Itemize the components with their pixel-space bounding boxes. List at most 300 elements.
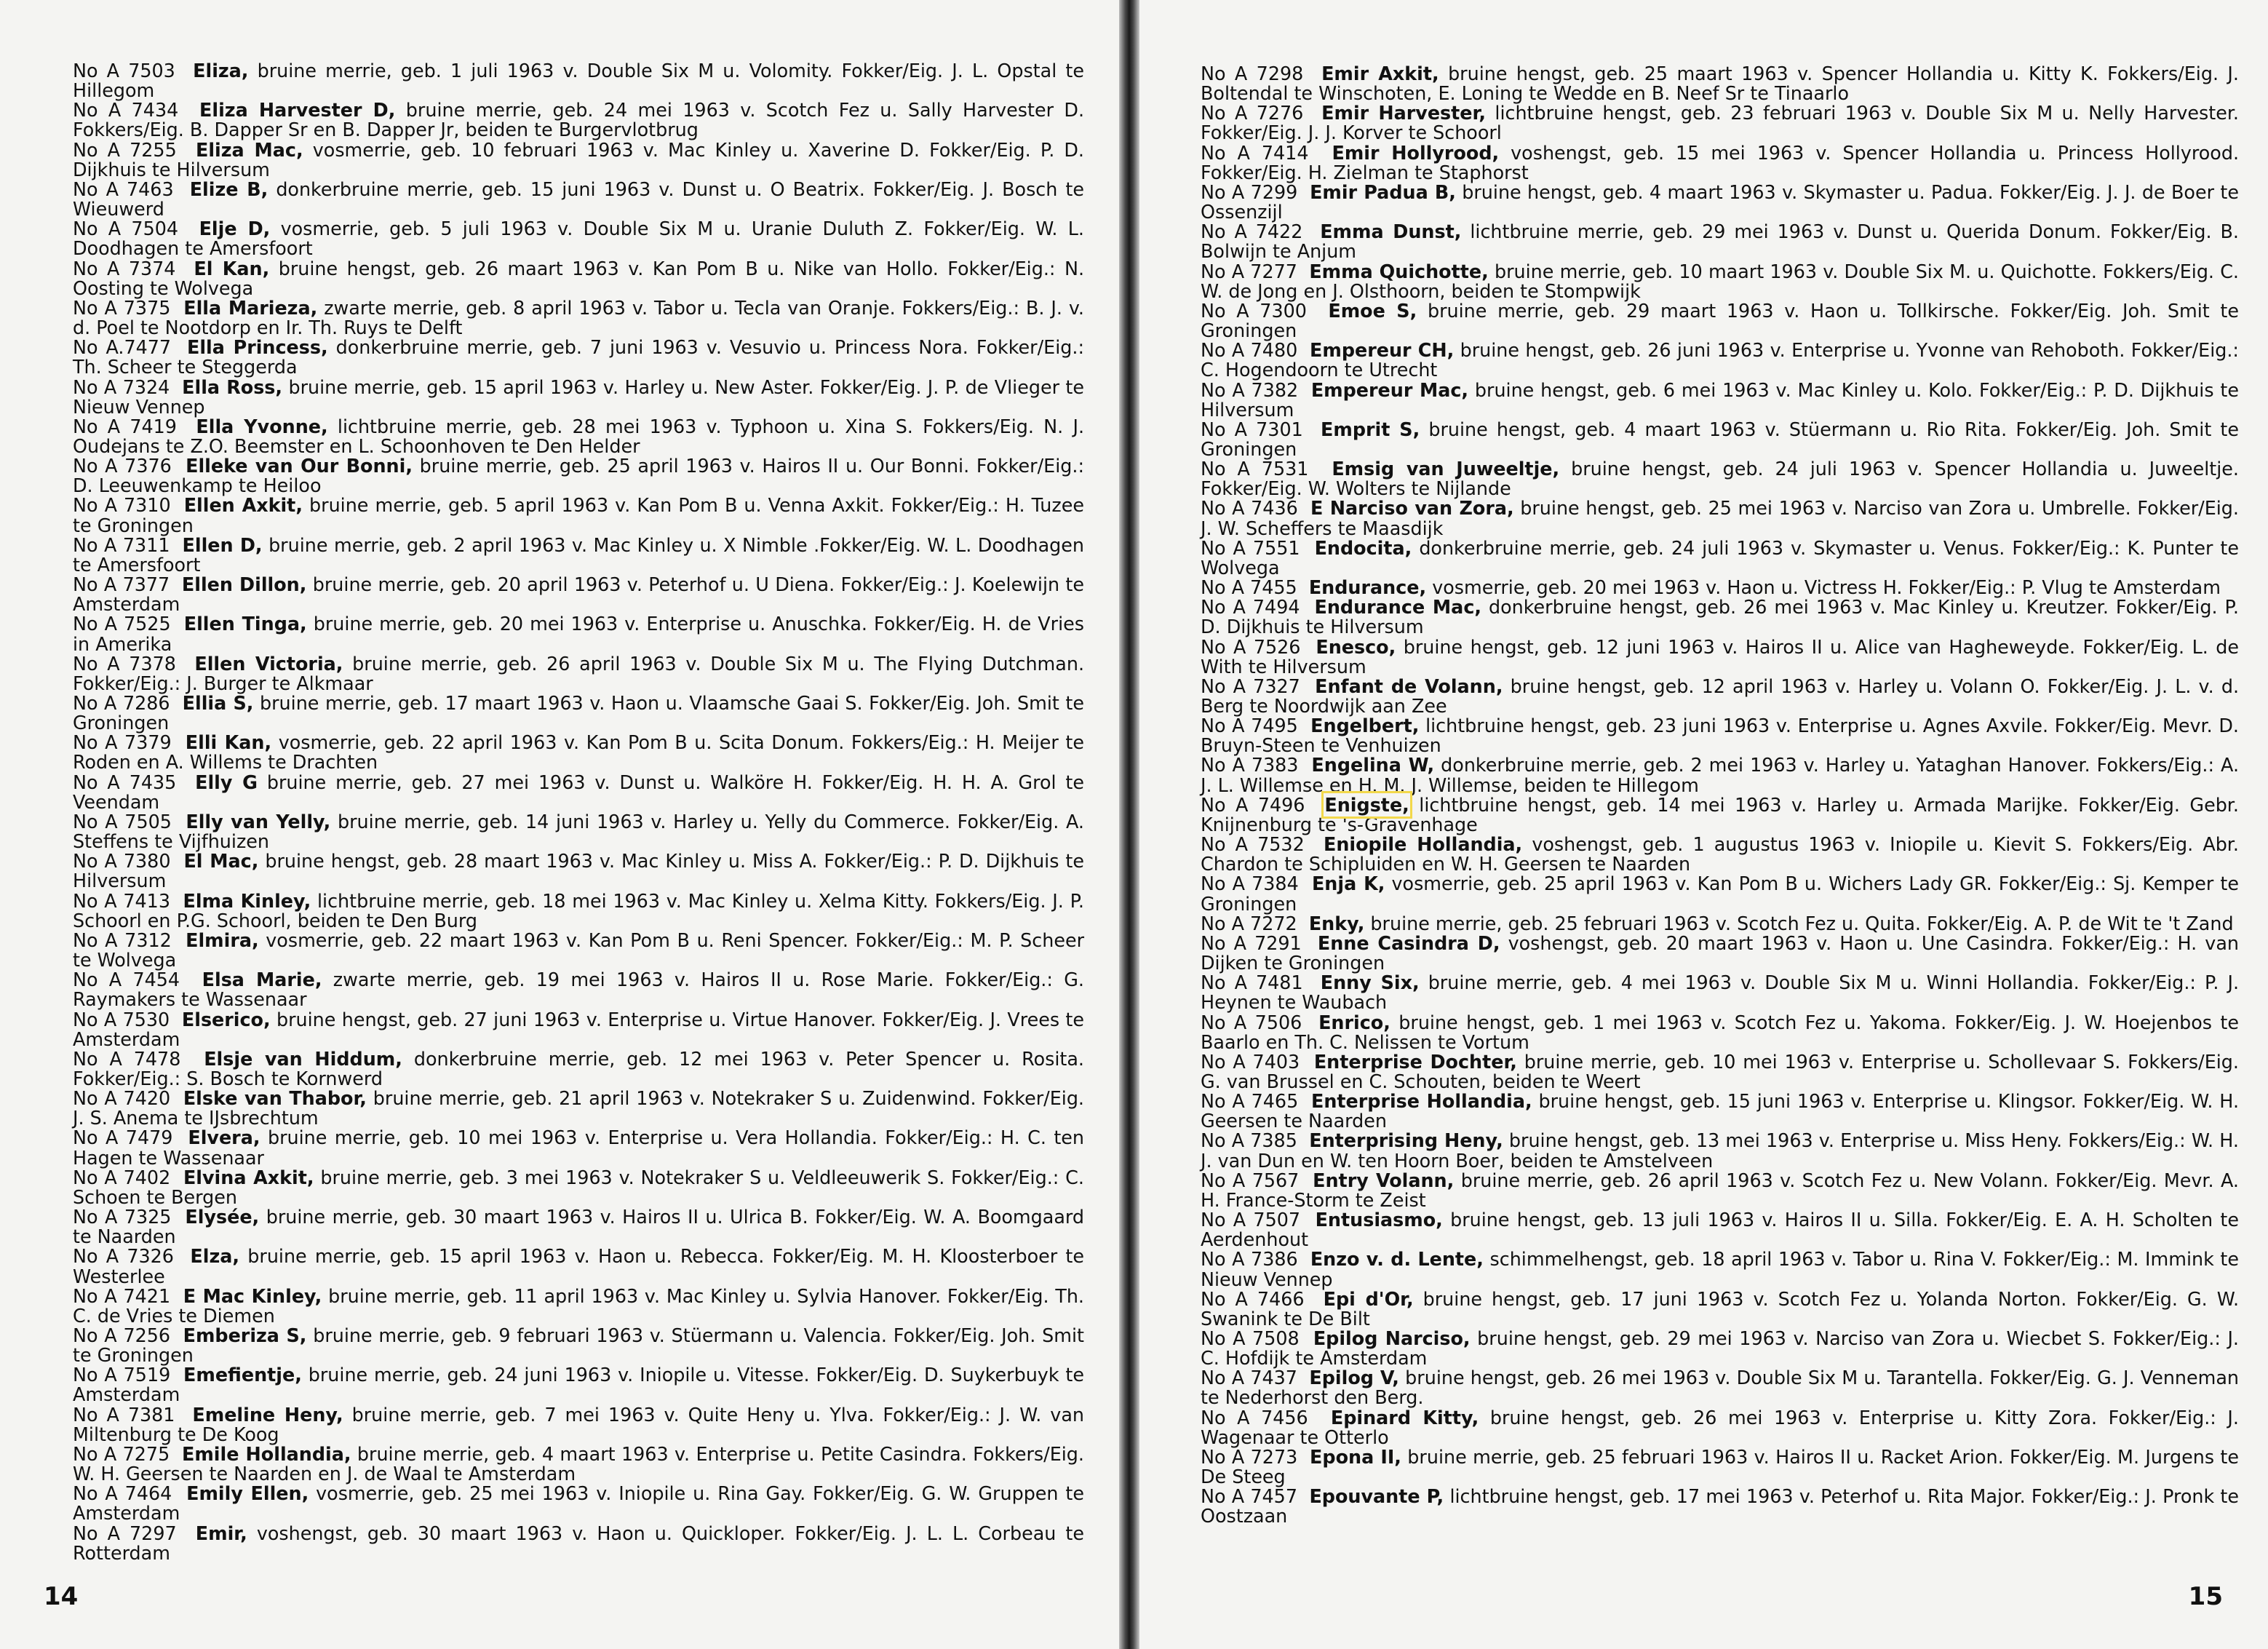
entry-number: No A 7525: [73, 613, 171, 635]
horse-name: Emir Harvester,: [1321, 102, 1486, 124]
horse-name: Enesco,: [1316, 635, 1396, 658]
entry-number: No A 7494: [1201, 596, 1300, 619]
entry-number: No A 7384: [1201, 873, 1299, 895]
horse-name: Epouvante P,: [1309, 1485, 1444, 1508]
entry-number: No A 7481: [1201, 971, 1303, 994]
registry-entry: [1201, 341, 2239, 380]
entry-details: bruine merrie, geb. 7 mei 1963 v. Quite Heny u. Ylva. Fokker/Eig.: J. W. van Miltenburg te De Koog: [73, 1403, 1084, 1445]
entry-number: No A 7504: [73, 218, 179, 240]
entry-details: bruine hengst, geb. 6 mei 1963 v. Mac Kinley u. Kolo. Fokker/Eig.: P. D. Dijkhuis te Hilversum: [1201, 378, 2239, 421]
entry-number: No A 7465: [1201, 1090, 1299, 1113]
entry-number: No A 7454: [73, 969, 180, 991]
entry-number: No A 7375: [73, 296, 171, 319]
entry-details: vosmerrie, geb. 25 mei 1963 v. Iniopile u. Rina Gay. Fokker/Eig. G. W. Gruppen te Amsterdam: [73, 1482, 1084, 1525]
horse-name: Endocita,: [1314, 536, 1412, 559]
registry-entry: [73, 61, 1084, 100]
registry-entry: [73, 575, 1084, 614]
registry-entry: [1201, 973, 2239, 1012]
horse-name: Ellen Dillon,: [181, 573, 307, 596]
horse-name: Elserico,: [181, 1008, 271, 1030]
horse-name: Epinard Kitty,: [1330, 1406, 1479, 1429]
entry-number: No A 7456: [1201, 1406, 1308, 1429]
registry-entry: [1201, 1408, 2239, 1447]
entry-number: No A 7327: [1201, 675, 1300, 697]
horse-name: Enrico,: [1318, 1011, 1390, 1033]
entry-details: bruine hengst, geb. 12 juni 1963 v. Hairos II u. Alice van Hagheweyde. Fokker/Eig. L. de With te Hilversum: [1201, 635, 2239, 678]
horse-name: Emsig van Juweeltje,: [1332, 458, 1560, 480]
registry-entry: [73, 1524, 1084, 1563]
registry-entry: [73, 1326, 1084, 1365]
horse-name: Enky,: [1308, 912, 1365, 934]
entry-details: vosmerrie, geb. 25 april 1963 v. Kan Pom B u. Wichers Lady GR. Fokker/Eig.: Sj. Kemper te Groningen: [1201, 873, 2240, 915]
entry-number: No A 7567: [1201, 1169, 1300, 1191]
registry-entry: [1201, 536, 2239, 579]
horse-name: Elli Kan,: [185, 731, 272, 754]
entry-details: bruine hengst, geb. 13 mei 1963 v. Enterprise u. Miss Heny. Fokkers/Eig.: W. H. J. van Dun en W. ten Hoorn Boer, beiden te Amstelveen: [1201, 1129, 2240, 1172]
horse-name: Elsje van Hiddum,: [204, 1047, 402, 1070]
entry-number: No A 7273: [1201, 1445, 1298, 1468]
entry-number: No A 7311: [73, 533, 170, 556]
entry-number: No A 7298: [1201, 63, 1304, 84]
horse-name: Entusiasmo,: [1315, 1209, 1443, 1231]
entry-number: No A 7272: [1201, 912, 1297, 934]
registry-entry: [1201, 64, 2239, 103]
entry-number: No A 7437: [1201, 1367, 1297, 1389]
horse-name: Epilog V,: [1309, 1367, 1399, 1389]
registry-entry: [1201, 1210, 2239, 1249]
entry-number: No A 7379: [73, 731, 172, 754]
entry-details: vosmerrie, geb. 5 juli 1963 v. Double Six M u. Uranie Duluth Z. Fokker/Eig. W. L. Doodhagen te Amersfoort: [73, 218, 1084, 260]
entry-number: No A 7277: [1201, 260, 1297, 282]
horse-name: Enterprise Hollandia,: [1310, 1090, 1532, 1113]
horse-name: Enigste,: [1324, 793, 1409, 816]
entry-details: bruine merrie, geb. 9 februari 1963 v. Stüermann u. Valencia. Fokker/Eig. Joh. Smit te Groningen: [73, 1324, 1084, 1367]
entry-number: No A 7377: [73, 573, 170, 596]
horse-name: Emile Hollandia,: [181, 1442, 351, 1465]
entry-number: No A 7495: [1201, 715, 1298, 737]
horse-name: Emir Axkit,: [1321, 63, 1439, 84]
entry-number: No A 7519: [73, 1364, 171, 1386]
entry-number: No A 7421: [73, 1284, 171, 1307]
entry-details: bruine merrie, geb. 25 april 1963 v. Hairos II u. Our Bonni. Fokker/Eig.: D. Leeuwenkamp te Heiloo: [73, 455, 1085, 497]
entry-details: bruine merrie, geb. 29 maart 1963 v. Haon u. Tollkirsche. Fokker/Eig. Joh. Smit te Groningen: [1201, 299, 2239, 342]
horse-name: Emir Padua B,: [1310, 180, 1456, 203]
entry-number: No A 7508: [1201, 1327, 1300, 1349]
entry-number: No A 7414: [1201, 141, 1309, 164]
entry-number: No A 7385: [1201, 1129, 1297, 1152]
registry-entry: [1201, 1329, 2239, 1368]
book-gutter: [1119, 0, 1139, 1649]
registry-entry: [1201, 874, 2239, 913]
entry-number: No A 7434: [73, 99, 179, 122]
entry-number: No A.7477: [73, 336, 172, 359]
entry-details: bruine hengst, geb. 26 maart 1963 v. Kan Pom B u. Nike van Hollo. Fokker/Eig.: N. Oosting te Wolvega: [73, 257, 1085, 299]
entry-details: bruine merrie, geb. 3 mei 1963 v. Notekraker S u. Veldleeuwerik S. Fokker/Eig.: C. Schoen te Bergen: [73, 1166, 1084, 1208]
horse-name: Ella Marieza,: [183, 296, 318, 319]
entry-details: bruine merrie, geb. 17 maart 1963 v. Haon u. Vlaamsche Gaai S. Fokker/Eig. Joh. Smit te Groningen: [73, 692, 1084, 734]
entry-number: No A 7506: [1201, 1011, 1302, 1033]
registry-entry: [73, 773, 1084, 812]
horse-name: Ellia S,: [182, 692, 254, 714]
entry-details: bruine hengst, geb. 17 juni 1963 v. Scotch Fez u. Yolanda Norton. Fokker/Eig. G. W. Swanink te De Bilt: [1201, 1287, 2240, 1330]
entry-number: No A 7291: [1201, 931, 1302, 954]
entry-number: No A 7466: [1201, 1287, 1305, 1310]
entry-details: bruine merrie, geb. 10 maart 1963 v. Double Six M. u. Quichotte. Fokkers/Eig. C. W. de Jong en J. Olsthoorn, beiden te Stompwijk: [1201, 260, 2240, 302]
horse-name: Ella Ross,: [182, 376, 283, 398]
entry-details: bruine merrie, geb. 14 juni 1963 v. Harley u. Yelly du Commerce. Fokker/Eig. A. Steffens te Vijfhuizen: [73, 810, 1084, 853]
registry-entry: [1201, 755, 2239, 795]
entry-details: bruine merrie, geb. 10 mei 1963 v. Enterprise u. Schollevaar S. Fokkers/Eig. G. van Brussel en C. Schouten, beiden te Weert: [1201, 1050, 2239, 1092]
entry-number: No A 7505: [73, 810, 172, 833]
registry-entry: [1201, 103, 2239, 143]
horse-name: Empereur Mac,: [1310, 378, 1469, 401]
registry-entry: [1201, 1013, 2239, 1052]
entry-details: bruine hengst, geb. 15 juni 1963 v. Enterprise u. Klingsor. Fokker/Eig. W. H. Geersen te Naarden: [1201, 1090, 2240, 1132]
horse-name: Elysée,: [185, 1206, 260, 1228]
entry-details: bruine merrie, geb. 20 april 1963 v. Peterhof u. U Diena. Fokker/Eig.: J. Koelewijn te Amsterdam: [73, 573, 1085, 616]
horse-name: Engelbert,: [1310, 715, 1420, 737]
registry-entry: [1201, 835, 2239, 874]
registry-entry: [73, 338, 1084, 377]
horse-name: Emma Dunst,: [1320, 220, 1462, 243]
entry-details: voshengst, geb. 15 mei 1963 v. Spencer Hollandia u. Princess Hollyrood. Fokker/Eig. H. Zielman te Staphorst: [1201, 141, 2240, 183]
entry-number: No A 7310: [73, 494, 171, 517]
entry-number: No A 7413: [73, 889, 170, 912]
entry-details: donkerbruine merrie, geb. 7 juni 1963 v. Vesuvio u. Princess Nora. Fokker/Eig.: Th. Scheer te Steggerda: [73, 336, 1085, 378]
horse-name: Elly van Yelly,: [186, 810, 331, 833]
entry-number: No A 7326: [73, 1245, 174, 1268]
entry-details: bruine merrie, geb. 21 april 1963 v. Notekraker S u. Zuidenwind. Fokker/Eig. J. S. Anema te IJsbrechtum: [73, 1087, 1085, 1129]
entry-details: lichtbruine hengst, geb. 23 februari 1963 v. Double Six M u. Nelly Harvester. Fokker/Eig. J. J. Korver te Schoorl: [1201, 102, 2239, 144]
entry-details: bruine hengst, geb. 26 mei 1963 v. Double Six M u. Tarantella. Fokker/Eig. G. J. Venneman te Nederhorst den Berg.: [1201, 1367, 2240, 1409]
registry-entry: [73, 1128, 1084, 1167]
left-page: [0, 0, 1121, 1649]
horse-name: El Kan,: [194, 257, 270, 279]
entry-list: [73, 61, 1084, 1563]
horse-name: Emir Hollyrood,: [1332, 141, 1500, 164]
entry-number: No A 7255: [73, 138, 177, 161]
entry-details: bruine merrie, geb. 15 april 1963 v. Harley u. New Aster. Fokker/Eig. J. P. de Vlieger te Nieuw Vennep: [73, 376, 1084, 418]
entry-details: vosmerrie, geb. 22 maart 1963 v. Kan Pom B u. Reni Spencer. Fokker/Eig.: M. P. Scheer te Wolvega: [73, 929, 1085, 971]
entry-number: No A 7551: [1201, 536, 1300, 559]
registry-entry: [73, 654, 1084, 694]
entry-number: No A 7402: [73, 1166, 171, 1188]
entry-details: lichtbruine merrie, geb. 29 mei 1963 v. Dunst u. Querida Donum. Fokker/Eig. B. Bolwijn te Anjum: [1201, 220, 2239, 263]
entry-details: bruine merrie, geb. 2 april 1963 v. Mac Kinley u. X Nimble .Fokker/Eig. W. L. Doodhagen te Amersfoort: [73, 533, 1084, 576]
entry-details: schimmelhengst, geb. 18 april 1963 v. Tabor u. Rina V. Fokker/Eig.: M. Immink te Nieuw Vennep: [1201, 1248, 2239, 1290]
entry-details: bruine hengst, geb. 27 juni 1963 v. Enterprise u. Virtue Hanover. Fokker/Eig. J. Vrees te Amsterdam: [73, 1008, 1084, 1050]
registry-entry: [73, 219, 1084, 258]
registry-entry: [1201, 301, 2239, 341]
registry-entry: [1201, 597, 2239, 637]
entry-details: bruine merrie, geb. 10 mei 1963 v. Enterprise u. Vera Hollandia. Fokker/Eig.: H. C. ten Hagen te Wassenaar: [73, 1127, 1085, 1169]
horse-name: Elske van Thabor,: [183, 1087, 367, 1110]
entry-details: bruine merrie, geb. 25 februari 1963 v. Hairos II u. Racket Arion. Fokker/Eig. M. Jurgens te De Steeg: [1201, 1445, 2239, 1488]
registry-entry: [73, 1168, 1084, 1207]
entry-number: No A 7419: [73, 415, 177, 437]
entry-number: No A 7479: [73, 1127, 173, 1149]
entry-details: bruine hengst, geb. 24 juli 1963 v. Spencer Hollandia u. Juweeltje. Fokker/Eig. W. Wolters te Nijlande: [1201, 458, 2239, 500]
registry-entry: [73, 733, 1084, 772]
horse-name: Emma Quichotte,: [1309, 260, 1489, 282]
entry-number: No A 7380: [73, 850, 171, 873]
entry-details: bruine merrie, geb. 24 mei 1963 v. Scotch Fez u. Sally Harvester D. Fokkers/Eig. B. Dapper Sr en B. Dapper Jr, beiden te Burgervlotbrug: [73, 99, 1085, 141]
entry-list: [1201, 64, 2239, 1527]
registry-entry: [1201, 1092, 2239, 1131]
entry-number: No A 7457: [1201, 1485, 1297, 1508]
entry-number: No A 7422: [1201, 220, 1303, 243]
entry-details: bruine hengst, geb. 25 mei 1963 v. Narciso van Zora u. Umbrelle. Fokker/Eig. J. W. Scheffers te Maasdijk: [1201, 497, 2239, 539]
entry-details: bruine merrie, geb. 27 mei 1963 v. Dunst u. Walköre H. Fokker/Eig. H. H. A. Grol te Veendam: [73, 771, 1085, 813]
entry-details: bruine merrie, geb. 11 april 1963 v. Mac Kinley u. Sylvia Hanover. Fokker/Eig. Th. C. de Vries te Diemen: [73, 1284, 1084, 1327]
entry-details: bruine merrie, geb. 1 juli 1963 v. Double Six M u. Volomity. Fokker/Eig. J. L. Opstal te Hillegom: [73, 60, 1084, 102]
registry-entry: [1201, 716, 2239, 755]
registry-entry: [73, 298, 1084, 338]
registry-entry: [1201, 262, 2239, 301]
entry-number: No A 7420: [73, 1087, 171, 1110]
entry-details: bruine merrie, geb. 26 april 1963 v. Scotch Fez u. New Volann. Fokker/Eig. Mevr. A. H. France-Storm te Zeist: [1201, 1169, 2239, 1211]
registry-entry: [73, 496, 1084, 535]
entry-number: No A 7530: [73, 1008, 170, 1030]
registry-entry: [73, 694, 1084, 733]
entry-number: No A 7312: [73, 929, 172, 951]
registry-entry: [1201, 1131, 2239, 1170]
entry-details: bruine hengst, geb. 4 maart 1963 v. Stüermann u. Rio Rita. Fokker/Eig. Joh. Smit te Groningen: [1201, 418, 2239, 460]
entry-details: zwarte merrie, geb. 8 april 1963 v. Tabor u. Tecla van Oranje. Fokkers/Eig.: B. J. v. d. Poel te Nootdorp en Ir. Th. Ruys te Delft: [73, 296, 1084, 339]
horse-name: Enzo v. d. Lente,: [1310, 1248, 1484, 1271]
entry-number: No A 7496: [1201, 793, 1305, 816]
entry-details: bruine hengst, geb. 29 mei 1963 v. Narciso van Zora u. Wiecbet S. Fokker/Eig.: J. C. Hofdijk te Amsterdam: [1201, 1327, 2240, 1370]
horse-name: Entry Volann,: [1313, 1169, 1455, 1191]
entry-details: bruine merrie, geb. 25 februari 1963 v. Scotch Fez u. Quita. Fokker/Eig. A. P. de Wit te 't Zand: [1370, 912, 2234, 934]
horse-name: Ella Princess,: [186, 336, 328, 359]
registry-entry: [73, 1049, 1084, 1089]
horse-name: Elje D,: [199, 218, 271, 240]
horse-name: Elize B,: [189, 178, 268, 200]
horse-name: Elvina Axkit,: [183, 1166, 314, 1188]
entry-details: bruine merrie, geb. 5 april 1963 v. Kan Pom B u. Venna Axkit. Fokker/Eig.: H. Tuzee te Groningen: [73, 494, 1084, 536]
registry-entry: [1201, 1368, 2239, 1407]
horse-name: Elleke van Our Bonni,: [186, 455, 413, 477]
horse-name: Elmira,: [186, 929, 259, 951]
registry-entry: [1201, 914, 2239, 934]
entry-details: bruine hengst, geb. 28 maart 1963 v. Mac Kinley u. Miss A. Fokker/Eig.: P. D. Dijkhuis te Hilversum: [73, 850, 1084, 892]
entry-number: No A 7455: [1201, 576, 1297, 599]
registry-entry: [73, 180, 1084, 219]
entry-number: No A 7507: [1201, 1209, 1301, 1231]
registry-entry: [73, 1442, 1084, 1485]
horse-name: Epilog Narciso,: [1313, 1327, 1471, 1349]
horse-name: Elza,: [190, 1245, 240, 1268]
entry-number: No A 7383: [1201, 754, 1299, 776]
horse-name: Emoe S,: [1328, 299, 1417, 322]
horse-name: Elma Kinley,: [183, 889, 311, 912]
horse-name: Emily Ellen,: [186, 1482, 309, 1505]
registry-entry: [73, 1284, 1084, 1327]
horse-name: Epona II,: [1310, 1445, 1401, 1468]
page-number: 15: [2188, 1582, 2223, 1611]
entry-details: lichtbruine hengst, geb. 23 juni 1963 v. Enterprise u. Agnes Axvile. Fokker/Eig. Mevr. D. Bruyn-Steen te Venhuizen: [1201, 715, 2239, 757]
entry-number: No A 7435: [73, 771, 177, 793]
entry-number: No A 7386: [1201, 1248, 1298, 1271]
registry-entry: [73, 891, 1084, 931]
entry-details: lichtbruine hengst, geb. 14 mei 1963 v. Harley u. Armada Marijke. Fokker/Eig. Gebr. Knijnenburg te 's-Gravenhage: [1201, 793, 2239, 835]
registry-entry: [73, 456, 1084, 496]
entry-number: No A 7532: [1201, 833, 1305, 856]
entry-number: No A 7325: [73, 1206, 172, 1228]
horse-name: Emefientje,: [183, 1364, 302, 1386]
entry-details: voshengst, geb. 20 maart 1963 v. Haon u. Une Casindra. Fokker/Eig.: H. van Dijken te Groningen: [1201, 931, 2239, 974]
entry-number: No A 7526: [1201, 635, 1301, 658]
horse-name: Emir,: [195, 1522, 247, 1544]
entry-number: No A 7436: [1201, 497, 1298, 520]
entry-details: lichtbruine merrie, geb. 18 mei 1963 v. Mac Kinley u. Xelma Kitty. Fokkers/Eig. J. P. Schoorl en P.G. Schoorl, beiden te Den Burg: [73, 889, 1084, 931]
horse-name: Ellen Axkit,: [183, 494, 303, 517]
entry-details: donkerbruine merrie, geb. 2 mei 1963 v. Harley u. Yataghan Hanover. Fokkers/Eig.: A. J. L. Willemse en H. M. J. Willemse, beiden te Hillegom: [1201, 754, 2240, 796]
entry-details: donkerbruine merrie, geb. 15 juni 1963 v. Dunst u. O Beatrix. Fokker/Eig. J. Bosch te Wieuwerd: [73, 178, 1084, 220]
horse-name: Enterprise Dochter,: [1313, 1050, 1517, 1073]
registry-entry: [1201, 143, 2239, 183]
entry-number: No A 7297: [73, 1522, 177, 1544]
entry-number: No A 7378: [73, 652, 176, 675]
horse-name: Enterprising Heny,: [1309, 1129, 1503, 1152]
horse-name: Emprit S,: [1321, 418, 1420, 440]
entry-details: bruine hengst, geb. 25 maart 1963 v. Spencer Hollandia u. Kitty K. Fokkers/Eig. J. Boltendal te Winschoten, E. Loning te Wedde en B. Neef Sr te Tinaarlo: [1201, 63, 2239, 105]
horse-name: Eniopile Hollandia,: [1323, 833, 1523, 856]
registry-entry: [73, 1247, 1084, 1286]
registry-entry: [73, 533, 1084, 576]
horse-name: Enny Six,: [1320, 971, 1420, 994]
horse-name: Enja K,: [1311, 873, 1385, 895]
entry-number: No A 7324: [73, 376, 170, 398]
horse-name: Ellen D,: [182, 533, 263, 556]
page-number: 14: [44, 1582, 79, 1611]
horse-name: Ellen Victoria,: [194, 652, 343, 675]
registry-entry: [1201, 498, 2239, 538]
entry-details: bruine hengst, geb. 12 april 1963 v. Harley u. Volann O. Fokker/Eig. J. L. v. d. Berg te Noordwijk aan Zee: [1201, 675, 2240, 717]
right-page: [1121, 0, 2268, 1649]
entry-number: No A 7275: [73, 1442, 170, 1465]
entry-number: No A 7276: [1201, 102, 1304, 124]
entry-number: No A 7376: [73, 455, 172, 477]
registry-entry: [73, 1484, 1084, 1523]
registry-entry: [73, 1365, 1084, 1404]
horse-name: Engelina W,: [1311, 754, 1435, 776]
registry-entry: [1201, 459, 2239, 498]
registry-entry: [73, 1010, 1084, 1049]
entry-number: No A 7286: [73, 692, 170, 714]
registry-entry: [1201, 931, 2239, 974]
entry-number: No A 7531: [1201, 458, 1309, 480]
entry-details: donkerbruine hengst, geb. 26 mei 1963 v. Mac Kinley u. Kreutzer. Fokker/Eig. P. D. Dijkhuis te Hilversum: [1201, 596, 2239, 638]
horse-name: Enne Casindra D,: [1317, 931, 1500, 954]
registry-entry: [73, 614, 1084, 653]
registry-entry: [73, 1089, 1084, 1128]
horse-name: Emberiza S,: [183, 1324, 307, 1346]
horse-name: Eliza Mac,: [195, 138, 303, 161]
horse-name: Elvera,: [188, 1127, 260, 1149]
registry-entry: [73, 1405, 1084, 1445]
registry-entry: [1201, 1447, 2239, 1487]
entry-details: lichtbruine merrie, geb. 28 mei 1963 v. Typhoon u. Xina S. Fokkers/Eig. N. J. Oudejans te Z.O. Beemster en L. Schoonhoven te Den Helder: [73, 415, 1085, 457]
registry-entry: [1201, 180, 2239, 223]
horse-name: Enfant de Volann,: [1315, 675, 1503, 697]
registry-entry: [73, 851, 1084, 891]
registry-entry: [73, 378, 1084, 417]
entry-details: voshengst, geb. 30 maart 1963 v. Haon u. Quickloper. Fokker/Eig. J. L. L. Corbeau te Rotterdam: [73, 1522, 1084, 1564]
registry-entry: [1201, 677, 2239, 716]
entry-details: bruine hengst, geb. 26 juni 1963 v. Enterprise u. Yvonne van Rehoboth. Fokker/Eig.: C. Hogendoorn te Utrecht: [1201, 339, 2239, 381]
entry-details: bruine merrie, geb. 20 mei 1963 v. Enterprise u. Anuschka. Fokker/Eig. H. de Vries in Amerika: [73, 613, 1084, 655]
registry-entry: [1201, 378, 2239, 421]
registry-entry: [1201, 1052, 2239, 1092]
registry-entry: [73, 1207, 1084, 1247]
entry-details: bruine merrie, geb. 30 maart 1963 v. Hairos II u. Ulrica B. Fokker/Eig. W. A. Boomgaard te Naarden: [73, 1206, 1085, 1248]
entry-number: No A 7381: [73, 1403, 175, 1426]
entry-details: bruine merrie, geb. 15 april 1963 v. Haon u. Rebecca. Fokker/Eig. M. H. Kloosterboer te Westerlee: [73, 1245, 1085, 1287]
entry-number: No A 7480: [1201, 339, 1298, 362]
entry-number: No A 7374: [73, 257, 176, 279]
entry-number: No A 7463: [73, 178, 174, 200]
entry-details: bruine hengst, geb. 26 mei 1963 v. Enterprise u. Kitty Zora. Fokker/Eig.: J. Wagenaar te Otterlo: [1201, 1406, 2239, 1448]
entry-details: vosmerrie, geb. 22 april 1963 v. Kan Pom B u. Scita Donum. Fokkers/Eig.: H. Meijer te Roden en A. Willems te Drachten: [73, 731, 1084, 774]
registry-entry: [73, 100, 1084, 140]
registry-entry: [1201, 222, 2239, 261]
entry-number: No A 7478: [73, 1047, 181, 1070]
horse-name: Endurance Mac,: [1314, 596, 1482, 619]
registry-entry: [1201, 1249, 2239, 1289]
entry-details: vosmerrie, geb. 20 mei 1963 v. Haon u. Victress H. Fokker/Eig.: P. Vlug te Amsterdam: [1432, 576, 2221, 599]
horse-name: Eliza Harvester D,: [199, 99, 396, 122]
horse-name: Ella Yvonne,: [196, 415, 328, 437]
horse-name: Eliza,: [193, 60, 249, 82]
registry-entry: [1201, 1487, 2239, 1526]
registry-entry: [1201, 1287, 2240, 1330]
entry-details: bruine merrie, geb. 4 maart 1963 v. Enterprise u. Petite Casindra. Fokkers/Eig. W. H. Geersen te Naarden en J. de Waal te Amsterdam: [73, 1442, 1084, 1485]
entry-number: No A 7299: [1201, 180, 1298, 203]
horse-name: Empereur CH,: [1310, 339, 1455, 362]
horse-name: El Mac,: [183, 850, 259, 873]
entry-number: No A 7300: [1201, 299, 1307, 322]
entry-number: No A 7464: [73, 1482, 172, 1505]
horse-name: Elly G: [195, 771, 258, 793]
entry-number: No A 7503: [73, 60, 175, 82]
horse-name: E Mac Kinley,: [183, 1284, 322, 1307]
horse-name: Ellen Tinga,: [183, 613, 307, 635]
entry-details: donkerbruine merrie, geb. 24 juli 1963 v. Skymaster u. Venus. Fokker/Eig.: K. Punter te Wolvega: [1201, 536, 2239, 579]
registry-entry: [1201, 1171, 2239, 1210]
entry-details: donkerbruine merrie, geb. 12 mei 1963 v. Peter Spencer u. Rosita. Fokker/Eig.: S. Bosch te Kornwerd: [73, 1047, 1084, 1089]
entry-number: No A 7256: [73, 1324, 171, 1346]
entry-details: bruine hengst, geb. 4 maart 1963 v. Skymaster u. Padua. Fokker/Eig. J. J. de Boer te Ossenzijl: [1201, 180, 2239, 223]
registry-entry: [73, 970, 1084, 1009]
registry-entry: [73, 931, 1084, 970]
registry-entry: [73, 140, 1084, 180]
registry-entry: [1201, 795, 2239, 835]
registry-entry: [73, 812, 1084, 851]
entry-details: voshengst, geb. 1 augustus 1963 v. Iniopile u. Kievit S. Fokkers/Eig. Abr. Chardon te Schipluiden en W. H. Geersen te Naarden: [1201, 833, 2239, 875]
entry-details: bruine merrie, geb. 24 juni 1963 v. Iniopile u. Vitesse. Fokker/Eig. D. Suykerbuyk te Amsterdam: [73, 1364, 1084, 1406]
registry-entry: [73, 259, 1084, 298]
horse-name: Endurance,: [1308, 576, 1427, 599]
registry-entry: [1201, 578, 2239, 597]
registry-entry: [1201, 420, 2239, 459]
entry-number: No A 7403: [1201, 1050, 1300, 1073]
registry-entry: [73, 417, 1084, 456]
entry-details: zwarte merrie, geb. 19 mei 1963 v. Hairos II u. Rose Marie. Fokker/Eig.: G. Raymakers te Wassenaar: [73, 969, 1084, 1011]
entry-details: bruine merrie, geb. 26 april 1963 v. Double Six M u. The Flying Dutchman. Fokker/Eig.: J. Burger te Alkmaar: [73, 652, 1085, 694]
entry-details: bruine hengst, geb. 1 mei 1963 v. Scotch Fez u. Yakoma. Fokker/Eig. J. W. Hoejenbos te Baarlo en Th. C. Nelissen te Vortum: [1201, 1011, 2239, 1053]
